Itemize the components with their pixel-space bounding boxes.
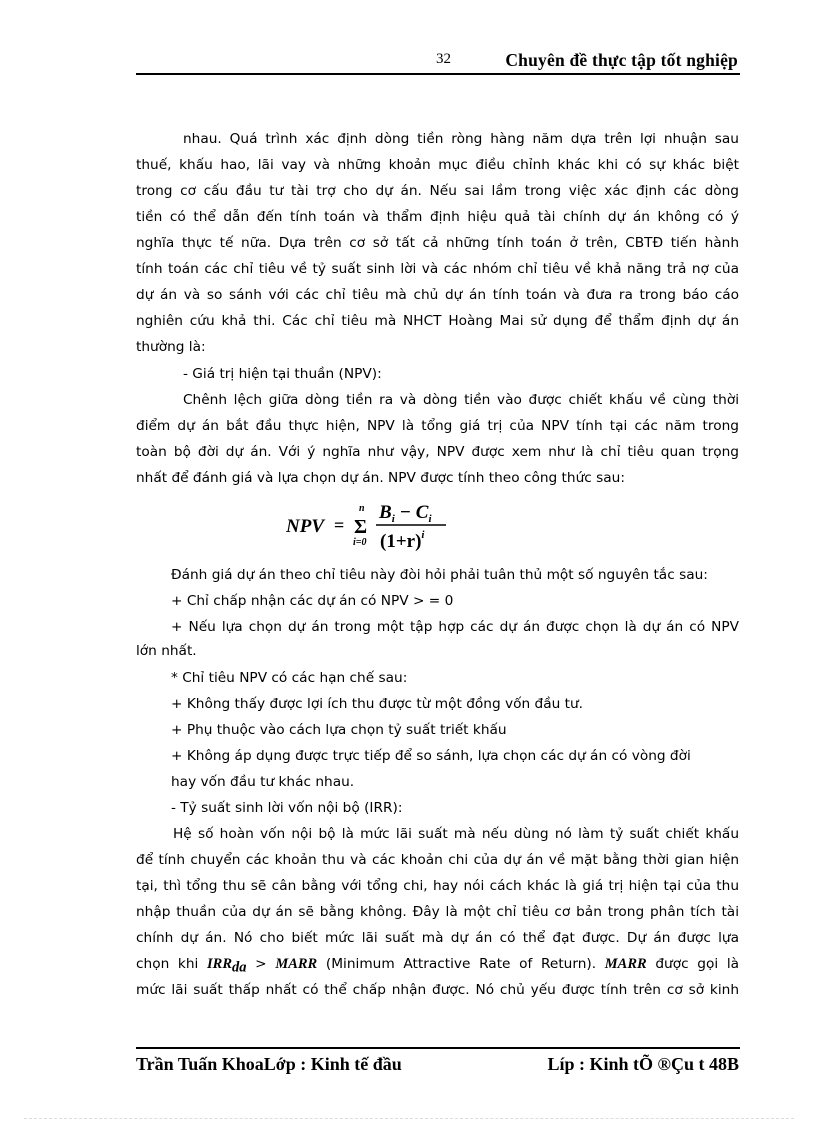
formula-equals: = xyxy=(334,515,345,535)
irr-line-post: được gọi là xyxy=(646,956,740,972)
irr-subscript: da xyxy=(232,959,247,976)
page-header xyxy=(136,50,738,72)
formula-upper-limit: n xyxy=(359,503,365,514)
text-line: Hệ số hoàn vốn nội bộ là mức lãi suất mà nếu dùng nó làm tỷ suất chiết khấu xyxy=(173,826,739,842)
text-line: tính toán các chỉ tiêu về tỷ suất sinh lời và các nhóm chỉ tiêu về khả năng trả nợ của xyxy=(136,261,739,277)
irr-line-pre: chọn khi xyxy=(136,956,207,972)
text-line: toàn bộ đời dự án. Với ý nghĩa như vậy, NPV được xem như là chỉ tiêu quan trọng xyxy=(136,444,739,460)
header-title: Chuyên đề thực tập tốt nghiệp xyxy=(505,50,738,70)
marr-symbol: MARR xyxy=(604,956,647,972)
text-line: + Không áp dụng được trực tiếp để so sánh, lựa chọn các dự án có vòng đời xyxy=(171,748,691,764)
irr-line-mid: (Minimum Attractive Rate of Return). xyxy=(317,956,605,972)
formula-numerator: $B_i - C_i$ xyxy=(379,502,432,525)
text-line: + Phụ thuộc vào cách lựa chọn tỷ suất triết khấu xyxy=(171,722,507,738)
text-line: thường là: xyxy=(136,339,206,355)
text-line: hay vốn đầu tư khác nhau. xyxy=(171,774,355,790)
formula-sigma: Σ xyxy=(354,516,368,538)
footer-left: Trần Tuấn KhoaLớp : Kinh tế đầu xyxy=(136,1054,402,1074)
text-line: thuế, khấu hao, lãi vay và những khoản mục điều chỉnh khác khi có sự khác biệt xyxy=(136,157,739,173)
text-line: + Chỉ chấp nhận các dự án có NPV > = 0 xyxy=(171,593,454,609)
text-line: + Nếu lựa chọn dự án trong một tập hợp các dự án được chọn là dự án có NPV xyxy=(171,619,739,635)
irr-line xyxy=(136,954,739,974)
page-edge-divider xyxy=(24,1118,794,1119)
text-line: nhập thuần của dự án sẽ bằng không. Đây là một chỉ tiêu cơ bản trong phân tích tài xyxy=(136,904,739,920)
irr-symbol: IRR xyxy=(207,956,232,972)
text-line: lớn nhất. xyxy=(136,643,197,659)
text-line: tại, thì tổng thu sẽ cân bằng với tổng chi, hay nói cách khác là giá trị hiện tại của thu xyxy=(136,878,739,894)
text-line: Đánh giá dự án theo chỉ tiêu này đòi hỏi phải tuân thủ một số nguyên tắc sau: xyxy=(171,567,708,583)
footer-rule xyxy=(136,1047,740,1049)
text-line: * Chỉ tiêu NPV có các hạn chế sau: xyxy=(171,670,408,686)
footer-right: Líp : Kinh tÕ ®Çu t 48B xyxy=(547,1054,739,1074)
section-heading-irr: - Tỷ suất sinh lời vốn nội bộ (IRR): xyxy=(171,800,403,816)
text-line: Chênh lệch giữa dòng tiền ra và dòng tiền vào được chiết khấu về cùng thời xyxy=(183,392,739,408)
text-line: tiền có thể dẫn đến tính toán và thẩm định hiệu quả tài chính dự án không có ý xyxy=(136,209,739,225)
text-line: nghiên cứu khả thi. Các chỉ tiêu mà NHCT Hoàng Mai sử dụng để thẩm định dự án xyxy=(136,313,739,329)
text-line: điểm dự án bắt đầu thực hiện, NPV là tổng giá trị của NPV tính tại các năm trong xyxy=(136,418,739,434)
formula-denominator: $(1+r)^i$ xyxy=(380,529,425,552)
text-line: + Không thấy được lợi ích thu được từ một đồng vốn đầu tư. xyxy=(171,696,584,712)
marr-symbol: MARR xyxy=(275,956,318,972)
npv-formula xyxy=(286,498,456,556)
text-line: dự án và so sánh với các chỉ tiêu mà chủ dự án tính toán và đưa ra trong báo cáo xyxy=(136,287,739,303)
section-heading-npv: - Giá trị hiện tại thuần (NPV): xyxy=(183,366,382,382)
text-line: nhất để đánh giá và lựa chọn dự án. NPV được tính theo công thức sau: xyxy=(136,470,625,486)
formula-lhs: NPV xyxy=(286,516,324,537)
text-line: nghĩa thực tế nữa. Dựa trên cơ sở tất cả những tính toán ở trên, CBTĐ tiến hành xyxy=(136,235,739,251)
text-line: để tính chuyển các khoản thu và các khoản chi của dự án về mặt bằng thời gian hiện xyxy=(136,852,739,868)
text-line: nhau. Quá trình xác định dòng tiền ròng hàng năm dựa trên lợi nhuận sau xyxy=(183,131,739,147)
irr-gt: > xyxy=(246,956,276,972)
page-number: 32 xyxy=(436,51,451,67)
formula-lower-limit: i=0 xyxy=(353,537,367,548)
header-rule xyxy=(136,73,740,75)
text-line: mức lãi suất thấp nhất có thể chấp nhận được. Nó chủ yếu được tính trên cơ sở kinh xyxy=(136,982,739,998)
text-line: chính dự án. Nó cho biết mức lãi suất mà dự án có thể đạt được. Dự án được lựa xyxy=(136,930,739,946)
text-line: trong cơ cấu đầu tư tài trợ cho dự án. Nếu sai lầm trong việc xác định các dòng xyxy=(136,183,739,199)
